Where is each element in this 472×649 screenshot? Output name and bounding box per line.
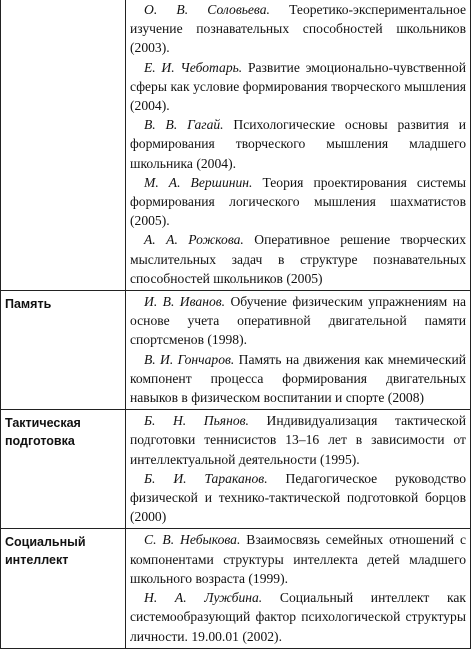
- work-title: Обучение физическим упражнениям на основе учета оперативной двигательной памяти спортсменов (1998).: [130, 294, 466, 348]
- author-name: И. В. Иванов.: [144, 294, 226, 310]
- work-title: Теоретико-экспериментальное изучение познавательных способностей школьников (2003).: [130, 2, 466, 56]
- work-title: Психологические основы развития и формирования творческого мышления младшего школьника (2004).: [130, 117, 466, 171]
- work-title: Индивидуализация тактической подготовки теннисистов 13–16 лет в зависимости от интеллектуальной деятельности (1995).: [130, 413, 467, 467]
- list-item: [130, 115, 466, 173]
- list-item: [130, 350, 466, 408]
- work-title: Взаимосвязь семейных отношений с компонентами структуры интеллекта детей младшего школьного возраста (1999).: [130, 532, 466, 586]
- author-name: Б. Н. Пьянов.: [144, 413, 249, 429]
- author-name: О. В. Соловьева.: [144, 2, 270, 17]
- list-item: [130, 292, 466, 350]
- work-title: Оперативное решение творческих мыслительных задач в структуре познавательных способностей школьников (2005): [130, 232, 466, 286]
- work-title: Память на движения как мнемический компонент процесса формирования двигательных навыков в физическом воспитании и спорте (2008): [130, 351, 466, 406]
- table-row: [1, 529, 471, 648]
- entries-cell: [126, 291, 471, 410]
- list-item: [130, 173, 466, 231]
- author-name: В. В. Гагай.: [144, 117, 224, 133]
- list-item: [130, 58, 466, 116]
- list-item: [130, 0, 466, 58]
- work-title: Развитие эмоционально-чувственной сферы как условие формирования творческого мышления (2004).: [130, 59, 466, 114]
- topic-cell: Память: [1, 291, 126, 410]
- author-name: В. И. Гончаров.: [144, 351, 235, 367]
- author-name: М. А. Вершинин.: [144, 174, 253, 190]
- author-name: Е. И. Чеботарь.: [144, 59, 243, 75]
- topic-cell: Социальный интеллект: [1, 529, 126, 648]
- table-row: [1, 0, 471, 291]
- author-name: Н. А. Лужбина.: [144, 590, 263, 606]
- entries-cell: [126, 410, 471, 529]
- author-name: Б. И. Тараканов.: [144, 470, 268, 486]
- list-item: [130, 530, 466, 588]
- author-name: А. А. Рожкова.: [144, 232, 244, 248]
- table-row: [1, 291, 471, 410]
- list-item: [130, 411, 466, 469]
- entries-cell: [126, 0, 471, 291]
- topic-cell: Тактическая подготовка: [1, 410, 126, 529]
- table-row: [1, 410, 471, 529]
- list-item: [130, 469, 466, 527]
- entries-cell: [126, 529, 471, 648]
- list-item: [130, 230, 466, 288]
- topic-cell: [1, 0, 126, 291]
- work-title: Социальный интеллект как системообразующий фактор психологической структуры личности. 19.00.01 (2002).: [130, 590, 466, 644]
- work-title: Теория проектирования системы формирования логического мышления шахматистов (2005).: [130, 174, 466, 229]
- work-title: Педагогическое руководство физической и технико-тактической подготовкой борцов (2000): [130, 470, 466, 525]
- author-name: С. В. Небыкова.: [144, 532, 241, 548]
- list-item: [130, 588, 466, 646]
